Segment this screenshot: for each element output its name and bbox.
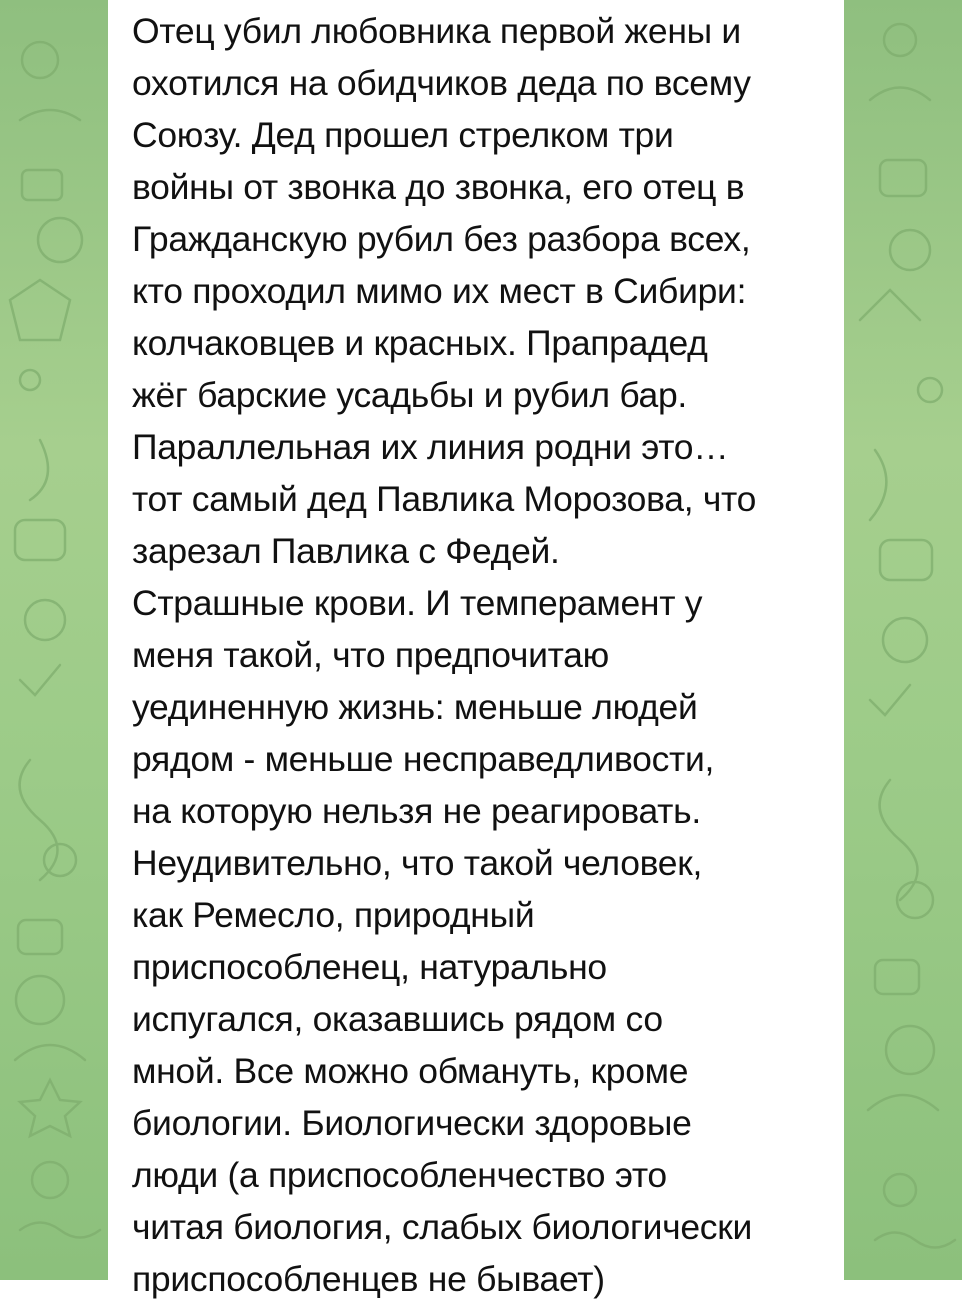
message-text-line: меня такой, что предпочитаю [132, 635, 609, 675]
message-text-line: приспособленцев не бывает) [132, 1259, 605, 1299]
message-text-line: мной. Все можно обмануть, кроме [132, 1051, 689, 1091]
message-text-line: жёг барские усадьбы и рубил бар. [132, 375, 687, 415]
message-text-line: люди (а приспособленчество это [132, 1155, 667, 1195]
message-text-line: приспособленец, натурально [132, 947, 607, 987]
message-text-line: на которую нельзя не реагировать. [132, 791, 701, 831]
message-text-line: уединенную жизнь: меньше людей [132, 687, 698, 727]
message-text-line: Неудивительно, что такой человек, [132, 843, 703, 883]
message-text-line: Гражданскую рубил без разбора всех, [132, 219, 751, 259]
message-text-line: охотился на обидчиков деда по всему [132, 63, 751, 103]
message-text-line: как Ремесло, природный [132, 895, 535, 935]
message-text-line: колчаковцев и красных. Прапрадед [132, 323, 708, 363]
message-text-line: Параллельная их линия родни это… [132, 427, 729, 467]
message-text-line: кто проходил мимо их мест в Сибири: [132, 271, 747, 311]
message-text-line: зарезал Павлика с Федей. [132, 531, 560, 571]
message-text-line: Отец убил любовника первой жены и [132, 11, 741, 51]
message-text-line: биологии. Биологически здоровые [132, 1103, 692, 1143]
message-bubble[interactable] [108, 0, 844, 1300]
message-text-line: Страшные крови. И темперамент у [132, 583, 703, 623]
message-text-line: рядом - меньше несправедливости, [132, 739, 715, 779]
message-text-line: войны от звонка до звонка, его отец в [132, 167, 745, 207]
message-text-line: тот самый дед Павлика Морозова, что [132, 479, 757, 519]
message-text-line: Союзу. Дед прошел стрелком три [132, 115, 674, 155]
message-text-line: испугался, оказавшись рядом со [132, 999, 663, 1039]
message-text-line: читая биология, слабых биологически [132, 1207, 753, 1247]
